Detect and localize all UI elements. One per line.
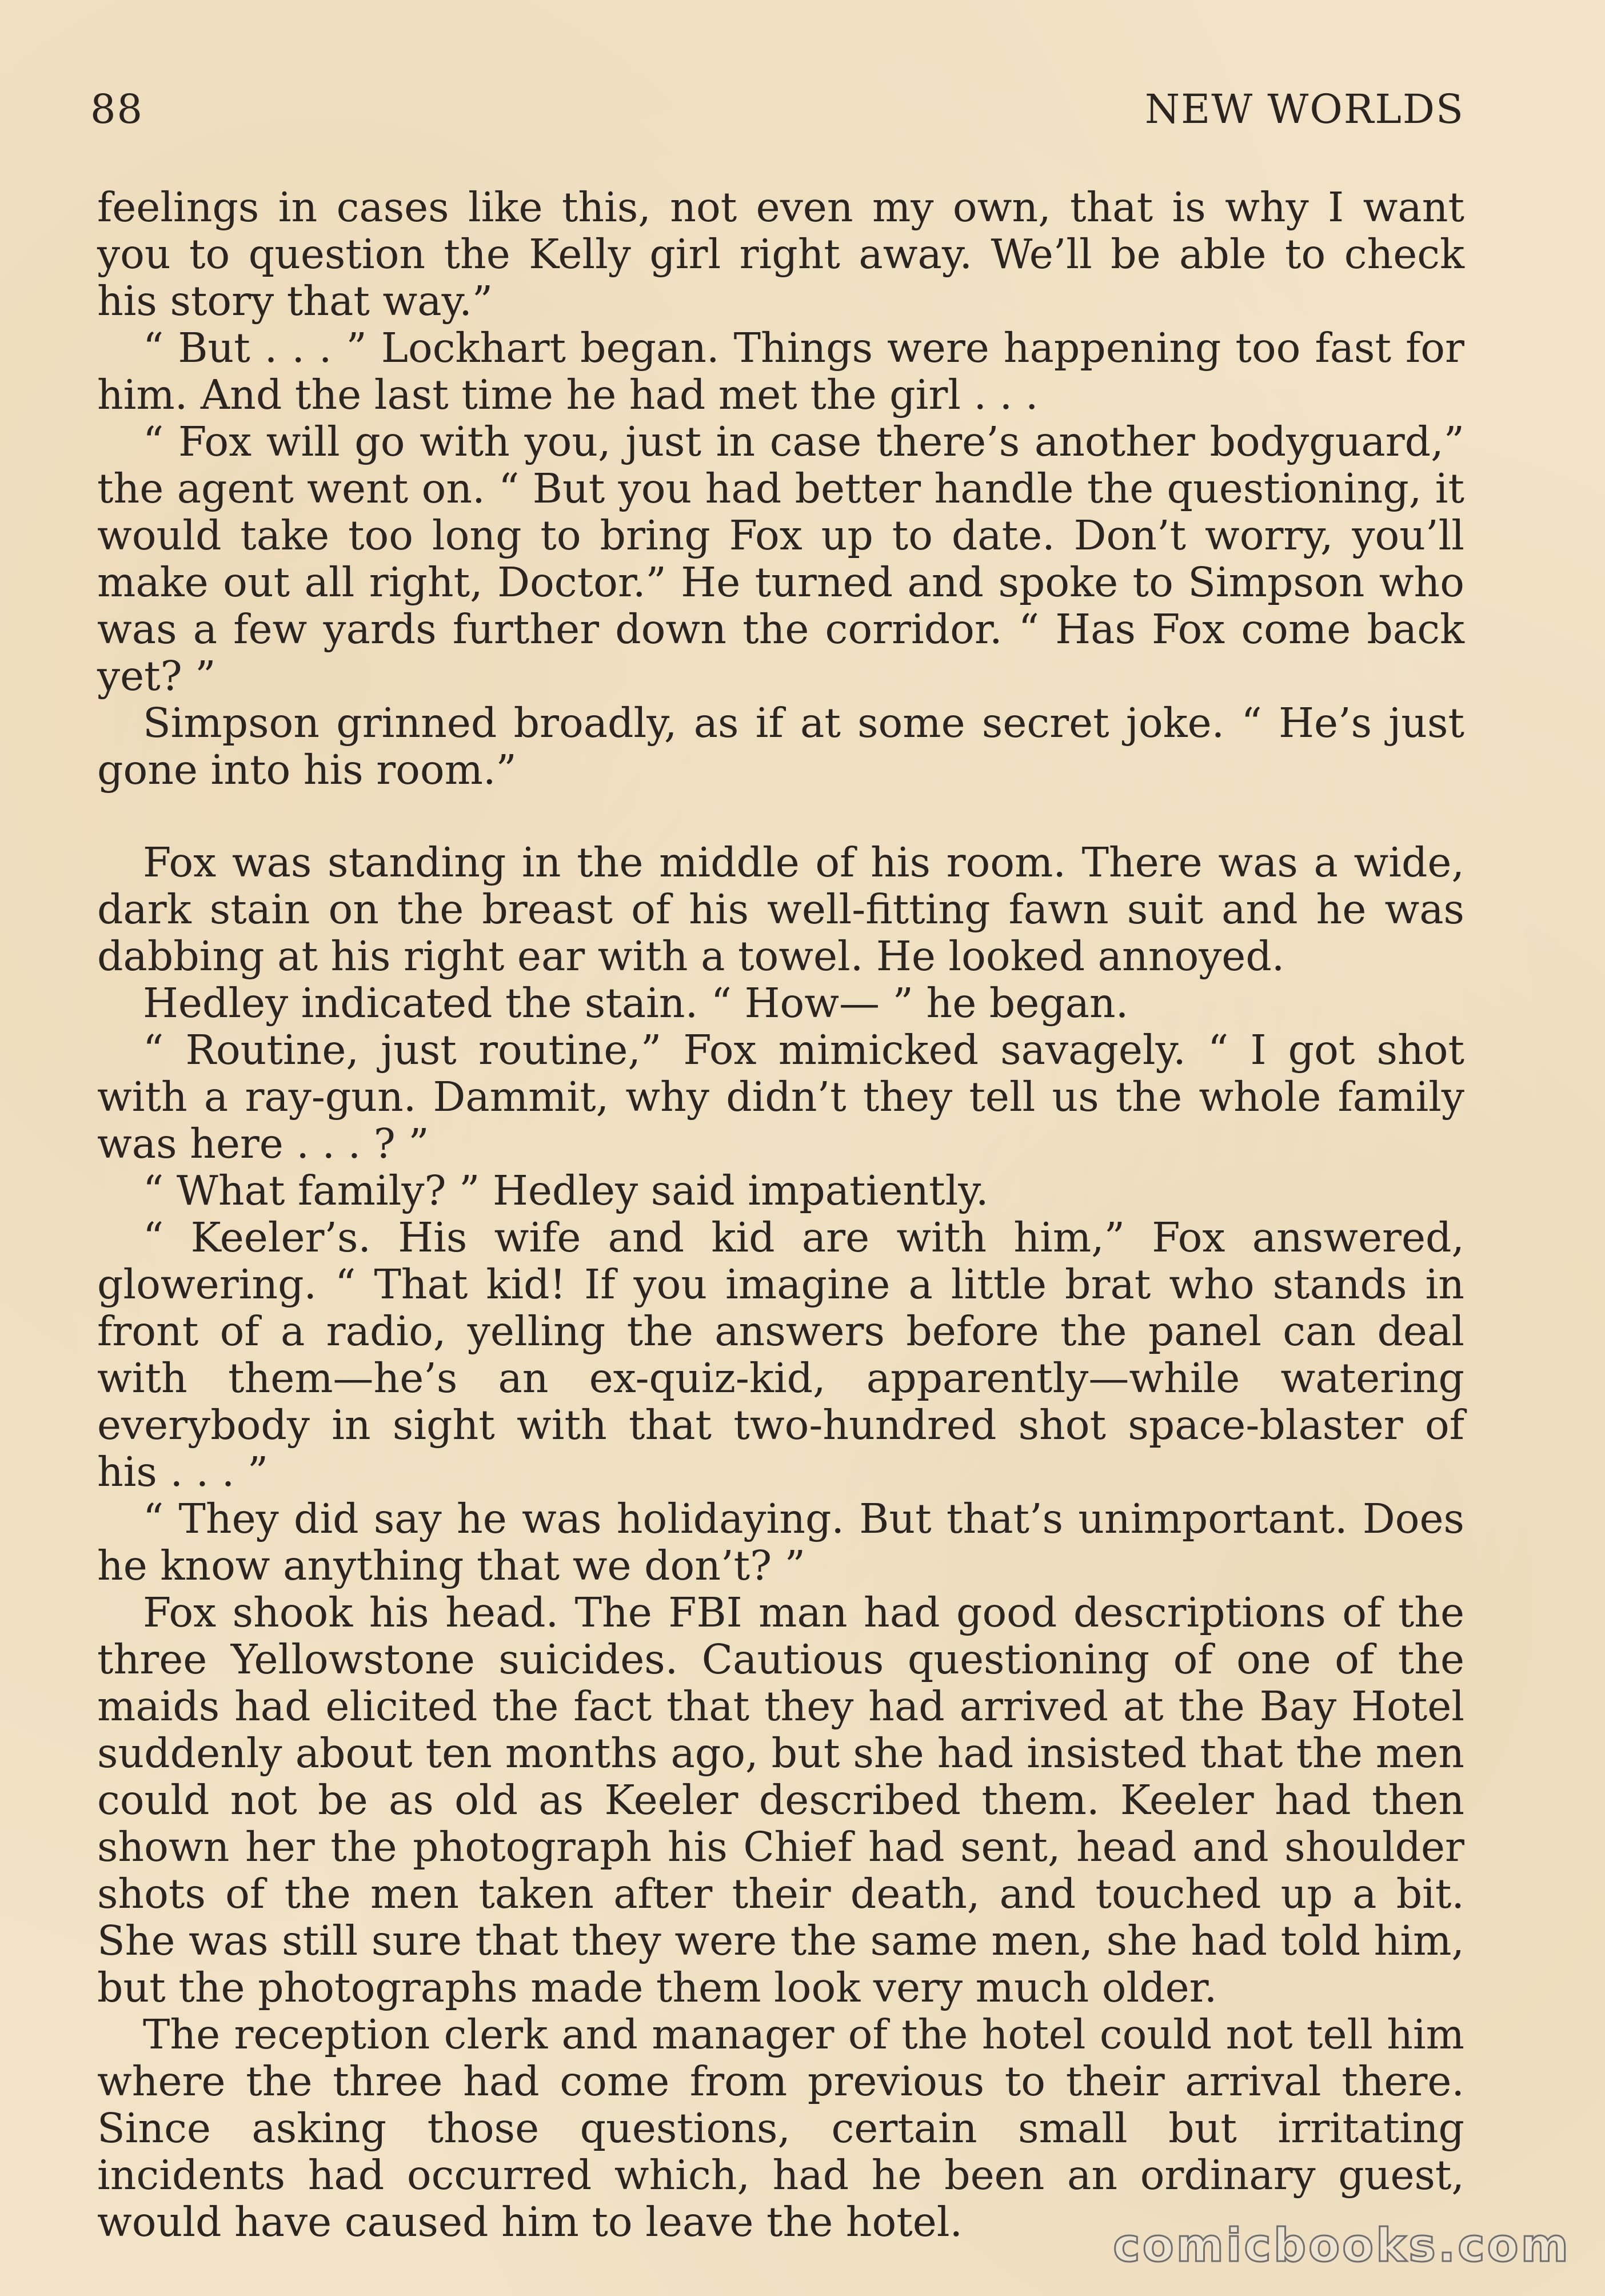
paragraph: “ But . . . ” Lockhart began. Things were happening too fast for him. And the last time he had met the girl . . . [97,324,1464,418]
paragraph: “ What family? ” Hedley said impatiently. [143,1167,989,1214]
paragraph: “ Keeler’s. His wife and kid are with him,” Fox answered, glowering. “ That kid! If you imagine a little brat who stands in front of a radio, yelling the answers before the panel can deal with them—he’s an ex-quiz-kid, apparently—while watering everybody in sight with that two-hundred shot space-blaster of his . . . ” [97,1214,1464,1496]
paragraph: Fox shook his head. The FBI man had good descriptions of the three Yellowstone suicides. Cautious questioning of one of the maids had elicited the fact that they had arrived at the Bay Hotel suddenly about ten months ago, but she had insisted that the men could not be as old as Keeler described them. Keeler had then shown her the photograph his Chief had sent, head and shoulder shots of the men taken after their death, and touched up a bit. She was still sure that they were the same men, she had told him, but the photographs made them look very much older. [97,1589,1464,2011]
text-section-1 [97,184,1464,794]
watermark: comicbooks.com [1113,2219,1571,2272]
page-number: 88 [90,86,144,133]
paragraph: The reception clerk and manager of the hotel could not tell him where the three had come from previous to their arrival there. Since asking those questions, certain small but irritating incidents had occurred which, had he been an ordinary guest, would have caused him to leave the hotel. [97,2011,1464,2246]
running-title: NEW WORLDS [1144,86,1464,133]
paragraph: feelings in cases like this, not even my own, that is why I want you to question the Kelly girl right away. We’ll be able to check his story that way.” [97,184,1464,325]
paragraph: “ Routine, just routine,” Fox mimicked savagely. “ I got shot with a ray-gun. Dammit, why didn’t they tell us the whole family was here . . . ? ” [97,1026,1464,1167]
paragraph: Hedley indicated the stain. “ How— ” he began. [143,979,1129,1027]
running-header [90,86,1464,149]
text-section-2 [97,839,1464,2246]
paragraph: Simpson grinned broadly, as if at some secret joke. “ He’s just gone into his room.” [97,699,1464,794]
paragraph: “ Fox will go with you, just in case there’s another bodyguard,” the agent went on. “ But you had better handle the questioning, it would take too long to bring Fox up to date. Don’t worry, you’ll make out all right, Doctor.” He turned and spoke to Simpson who was a few yards further down the corridor. “ Has Fox come back yet? ” [97,418,1464,700]
paragraph: Fox was standing in the middle of his room. There was a wide, dark stain on the breast of his well-fitting fawn suit and he was dabbing at his right ear with a towel. He looked annoyed. [97,839,1464,980]
paragraph: “ They did say he was holidaying. But that’s unimportant. Does he know anything that we don’t? ” [97,1495,1464,1589]
